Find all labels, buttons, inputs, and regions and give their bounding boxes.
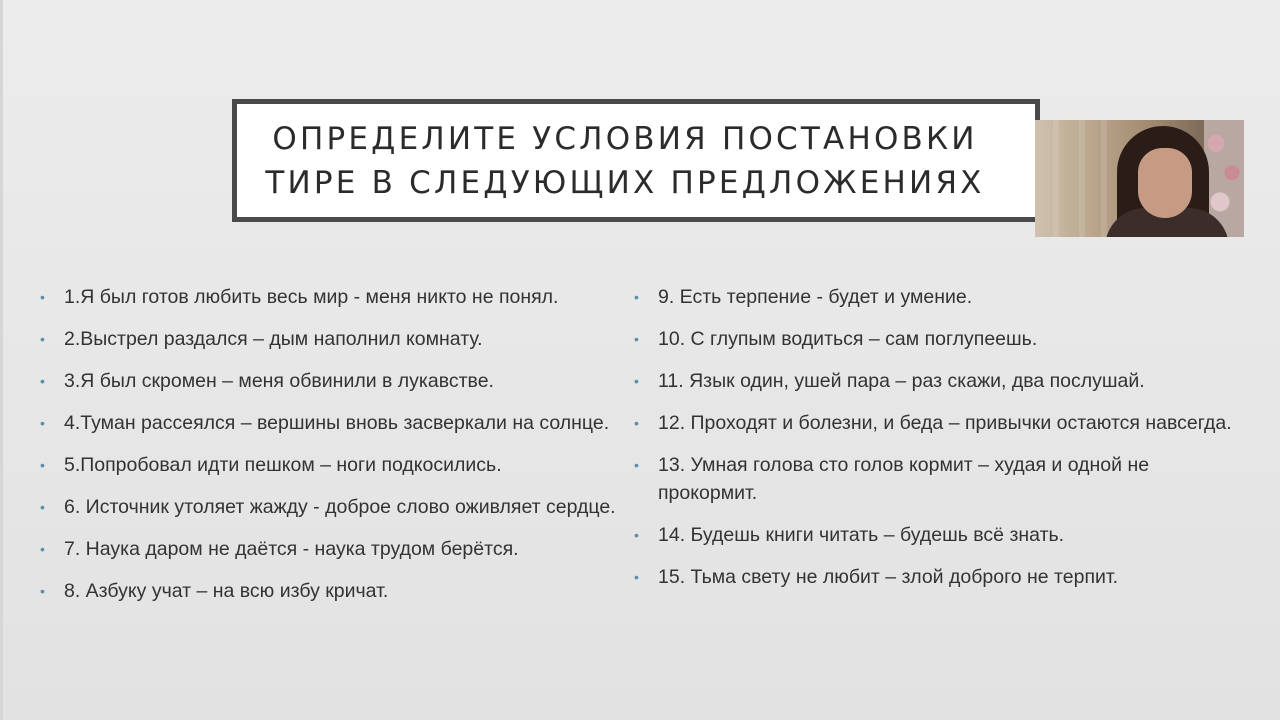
list-item-text: 5.Попробовал идти пешком – ноги подкосились. (64, 454, 502, 476)
list-item-text: 12. Проходят и болезни, и беда – привычки остаются навсегда. (658, 412, 1232, 434)
bullet-icon: • (40, 331, 45, 347)
bullet-icon: • (40, 289, 45, 305)
list-item (634, 325, 1234, 353)
bullet-icon: • (634, 373, 639, 389)
title-line-1: ОПРЕДЕЛИТЕ УСЛОВИЯ ПОСТАНОВКИ (272, 120, 978, 157)
list-item (40, 409, 630, 437)
list-item-text: 1.Я был готов любить весь мир - меня никто не понял. (64, 286, 559, 308)
bullet-icon: • (634, 457, 639, 473)
list-item (40, 451, 630, 479)
list-item (40, 493, 630, 521)
list-item (634, 451, 1234, 507)
list-item-text: 11. Язык один, ушей пара – раз скажи, два послушай. (658, 370, 1145, 392)
bullet-icon: • (634, 569, 639, 585)
sentence-list-right (634, 283, 1234, 605)
list-item (634, 283, 1234, 311)
list-item (40, 325, 630, 353)
bullet-icon: • (634, 415, 639, 431)
slide-edge (0, 0, 3, 720)
list-item-text: 2.Выстрел раздался – дым наполнил комнату. (64, 328, 483, 350)
bullet-icon: • (40, 541, 45, 557)
presenter-face (1138, 148, 1192, 218)
list-item-text: 4.Туман рассеялся – вершины вновь засверкали на солнце. (64, 412, 610, 434)
list-item (40, 577, 630, 605)
list-item (40, 283, 630, 311)
sentence-list-left (40, 283, 630, 619)
bullet-icon: • (40, 457, 45, 473)
bullet-icon: • (634, 289, 639, 305)
list-item-text: 10. С глупым водиться – сам поглупеешь. (658, 328, 1038, 350)
list-item (634, 521, 1234, 549)
list-item-text: 3.Я был скромен – меня обвинили в лукавстве. (64, 370, 494, 392)
bullet-icon: • (634, 331, 639, 347)
list-item (634, 409, 1234, 437)
bullet-icon: • (40, 373, 45, 389)
list-item (40, 535, 630, 563)
list-item-text: 6. Источник утоляет жажду - доброе слово оживляет сердце. (64, 496, 616, 518)
bullet-icon: • (40, 499, 45, 515)
list-item (40, 367, 630, 395)
list-item-text: 13. Умная голова сто голов кормит – худая и одной не прокормит. (658, 454, 1150, 504)
bullet-icon: • (40, 583, 45, 599)
bullet-icon: • (634, 527, 639, 543)
webcam-overlay (1035, 120, 1244, 237)
list-item-text: 8. Азбуку учат – на всю избу кричат. (64, 580, 389, 602)
title-line-2: ТИРЕ В СЛЕДУЮЩИХ ПРЕДЛОЖЕНИЯХ (265, 164, 985, 201)
title-box (232, 99, 1040, 222)
list-item (634, 563, 1234, 591)
list-item (634, 367, 1234, 395)
list-item-text: 15. Тьма свету не любит – злой доброго не терпит. (658, 566, 1119, 588)
list-item-text: 14. Будешь книги читать – будешь всё знать. (658, 524, 1065, 546)
bullet-icon: • (40, 415, 45, 431)
list-item-text: 7. Наука даром не даётся - наука трудом берётся. (64, 538, 519, 560)
list-item-text: 9. Есть терпение - будет и умение. (658, 286, 973, 308)
